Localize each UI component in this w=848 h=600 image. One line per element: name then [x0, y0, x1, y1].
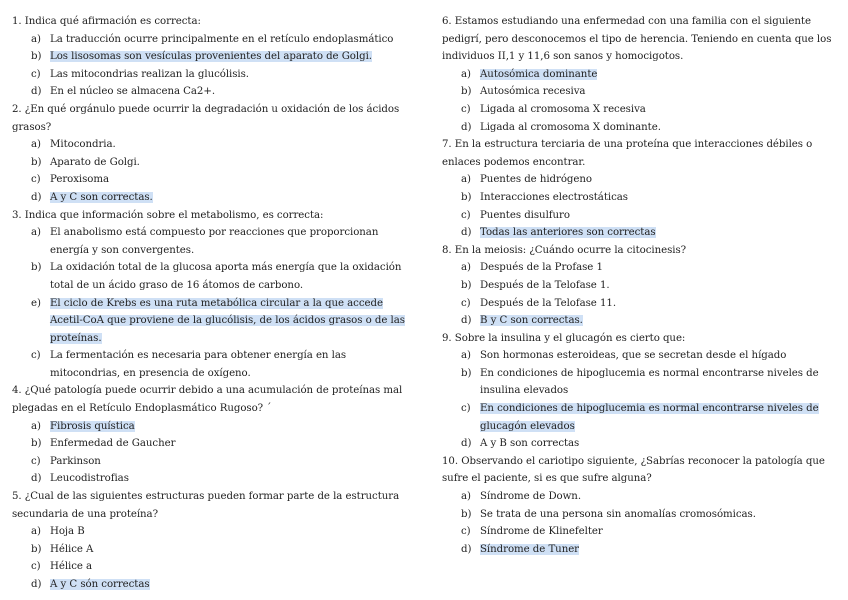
option-letter: b) — [31, 156, 42, 168]
option-text: La oxidación total de la glucosa aporta más energía que la oxidación total de un ácido graso de 16 átomos de carbono. — [50, 262, 402, 291]
option-letter: c) — [461, 526, 471, 538]
option — [12, 558, 417, 576]
question-title: 4. ¿Qué patología puede ocurrir debido a una acumulación de proteínas mal plegadas en el Retículo Endoplasmático Rugoso? ´ — [12, 385, 403, 415]
option-text: En condiciones de hipoglucemia es normal encontrarse niveles de glucagón elevados — [480, 403, 819, 432]
option — [12, 541, 417, 559]
option — [12, 66, 417, 84]
option-letter: a) — [461, 491, 471, 503]
option — [12, 154, 417, 172]
option — [442, 435, 838, 453]
option-letter: d) — [31, 473, 42, 485]
option-text: Enfermedad de Gaucher — [50, 438, 176, 450]
option-text: Síndrome de Tuner — [480, 543, 580, 555]
option-letter: c) — [31, 455, 41, 467]
option-text: Ligada al cromosoma X recesiva — [480, 103, 646, 115]
option-text: En condiciones de hipoglucemia es normal encontrarse niveles de insulina elevados — [480, 367, 819, 397]
option-letter: a) — [31, 420, 41, 432]
question-9 — [442, 330, 838, 453]
option — [12, 523, 417, 541]
option-letter: c) — [461, 209, 471, 221]
option-text: Síndrome de Klinefelter — [480, 526, 603, 538]
option — [12, 418, 417, 436]
option-letter: b) — [31, 543, 42, 555]
option-text: Síndrome de Down. — [480, 491, 582, 503]
option — [12, 31, 417, 49]
option-text: El ciclo de Krebs es una ruta metabólica circular a la que accede Acetil-CoA que proviene de la glucólisis, de los ácidos grasos o de las proteínas. — [50, 297, 405, 344]
question-5 — [12, 488, 417, 594]
option — [12, 136, 417, 154]
option-text: Aparato de Golgi. — [50, 156, 140, 168]
option-text: Leucodistrofias — [50, 473, 129, 485]
question-2 — [12, 101, 417, 207]
question-6 — [442, 13, 838, 136]
option — [442, 224, 838, 242]
option — [442, 207, 838, 225]
option-letter: c) — [461, 297, 471, 309]
question-10 — [442, 453, 838, 559]
option — [12, 576, 417, 594]
question-4 — [12, 382, 417, 488]
option-letter: a) — [31, 227, 41, 239]
question-title: 9. Sobre la insulina y el glucagón es cierto que: — [442, 332, 686, 344]
option-letter: b) — [461, 367, 472, 379]
option-text: La traducción ocurre principalmente en el retículo endoplasmático — [50, 33, 394, 45]
option-letter: b) — [31, 438, 42, 450]
option — [12, 453, 417, 471]
option-letter: b) — [31, 262, 42, 274]
option-letter: c) — [31, 174, 41, 186]
option-text: Los lisosomas son vesículas provenientes del aparato de Golgi. — [50, 51, 372, 63]
question-title: 1. Indica qué afirmación es correcta: — [12, 16, 201, 27]
option — [442, 101, 838, 119]
option — [442, 295, 838, 313]
question-title: 7. En la estructura terciaria de una proteína que interacciones débiles o enlaces podemos encontrar. — [442, 139, 813, 168]
option-letter: c) — [31, 350, 41, 362]
option-letter: b) — [461, 86, 472, 98]
option-letter: d) — [461, 543, 472, 555]
option-text: A y C són correctas — [50, 579, 150, 590]
option — [442, 365, 838, 400]
option-letter: b) — [31, 51, 42, 63]
option-letter: a) — [31, 139, 41, 151]
option-text: La fermentación es necesaria para obtener energía en las mitocondrias, en presencia de oxígeno. — [50, 350, 347, 379]
option-letter: b) — [461, 508, 472, 520]
question-title: 6. Estamos estudiando una enfermedad con una familia con el siguiente pedigrí, pero desconocemos el tipo de herencia. Teniendo en cuenta que los individuos II,1 y 11,6 son sanos y homocigotos. — [442, 16, 832, 63]
option-text: Puentes de hidrógeno — [480, 174, 592, 186]
option — [12, 295, 417, 348]
option — [12, 435, 417, 453]
option-letter: b) — [461, 279, 472, 291]
question-title: 2. ¿En qué orgánulo puede ocurrir la degradación u oxidación de los ácidos grasos? — [12, 103, 400, 133]
option-letter: a) — [461, 68, 471, 80]
option-text: Interacciones electrostáticas — [480, 191, 628, 203]
option — [442, 400, 838, 435]
option — [12, 48, 417, 66]
option-text: En el núcleo se almacena Ca2+. — [50, 86, 216, 98]
option-letter: c) — [461, 403, 471, 415]
option-text: Se trata de una persona sin anomalías cromosómicas. — [480, 508, 756, 520]
option — [12, 83, 417, 101]
option-text: Ligada al cromosoma X dominante. — [480, 121, 661, 133]
option-letter: d) — [461, 121, 472, 133]
option-letter: d) — [31, 86, 42, 98]
option — [12, 259, 417, 294]
option-letter: b) — [461, 191, 472, 203]
option — [442, 119, 838, 137]
option — [12, 189, 417, 207]
option-text: Peroxisoma — [50, 174, 110, 186]
option-text: Puentes disulfuro — [480, 209, 570, 221]
option-letter: d) — [461, 315, 472, 327]
option-text: El anabolismo está compuesto por reacciones que proporcionan energía y son convergentes. — [50, 227, 379, 256]
option-text: B y C son correctas. — [480, 315, 583, 327]
question-title: 10. Observando el cariotipo siguiente, ¿Sabrías reconocer la patología que sufre el paciente, si es que sufre alguna? — [442, 455, 825, 485]
option — [442, 66, 838, 84]
option — [442, 347, 838, 365]
option-text: A y C son correctas. — [50, 191, 153, 203]
left-column — [12, 13, 417, 594]
option-text: Las mitocondrias realizan la glucólisis. — [50, 68, 249, 80]
option — [442, 171, 838, 189]
option-text: Hélice a — [50, 561, 93, 573]
option-letter: a) — [461, 262, 471, 274]
option — [442, 83, 838, 101]
option — [12, 171, 417, 189]
option-text: Después de la Profase 1 — [480, 262, 603, 274]
option — [442, 488, 838, 506]
option-letter: c) — [31, 561, 41, 573]
option-text: Parkinson — [50, 455, 101, 467]
option-text: Hélice A — [50, 543, 94, 555]
option-letter: a) — [461, 350, 471, 362]
question-title: 5. ¿Cual de las siguientes estructuras pueden formar parte de la estructura secundaria de una proteína? — [12, 491, 400, 520]
option — [442, 277, 838, 295]
option — [442, 259, 838, 277]
option-text: Autosómica dominante — [480, 68, 598, 80]
option — [442, 189, 838, 207]
option — [12, 347, 417, 382]
option — [12, 224, 417, 259]
option-letter: c) — [461, 103, 471, 115]
option-text: A y B son correctas — [480, 438, 580, 450]
option-text: Todas las anteriores son correctas — [480, 227, 656, 239]
option-letter: d) — [461, 227, 472, 239]
option — [442, 523, 838, 541]
question-title: 3. Indica que información sobre el metabolismo, es correcta: — [12, 209, 324, 221]
option — [442, 312, 838, 330]
option-letter: a) — [31, 526, 41, 538]
option-letter: a) — [461, 174, 471, 186]
option-letter: d) — [31, 579, 42, 590]
option-text: Hoja B — [50, 526, 85, 538]
option-letter: c) — [31, 68, 41, 80]
question-3 — [12, 207, 417, 383]
question-title: 8. En la meiosis: ¿Cuándo ocurre la citocinesis? — [442, 244, 687, 256]
right-column — [442, 13, 838, 558]
option-text: Después de la Telofase 1. — [480, 279, 610, 291]
option-text: Fibrosis quística — [50, 420, 135, 432]
question-1 — [12, 13, 417, 101]
option-letter: d) — [31, 191, 42, 203]
question-7 — [442, 136, 838, 242]
option-letter: a) — [31, 33, 41, 45]
option-text: Después de la Telofase 11. — [480, 297, 617, 309]
option-text: Son hormonas esteroideas, que se secretan desde el hígado — [480, 350, 787, 362]
option — [442, 541, 838, 559]
option — [442, 506, 838, 524]
question-8 — [442, 242, 838, 330]
option-letter: e) — [31, 297, 41, 309]
option — [12, 470, 417, 488]
option-text: Autosómica recesiva — [480, 86, 586, 98]
option-text: Mitocondria. — [50, 139, 116, 151]
option-letter: d) — [461, 438, 472, 450]
